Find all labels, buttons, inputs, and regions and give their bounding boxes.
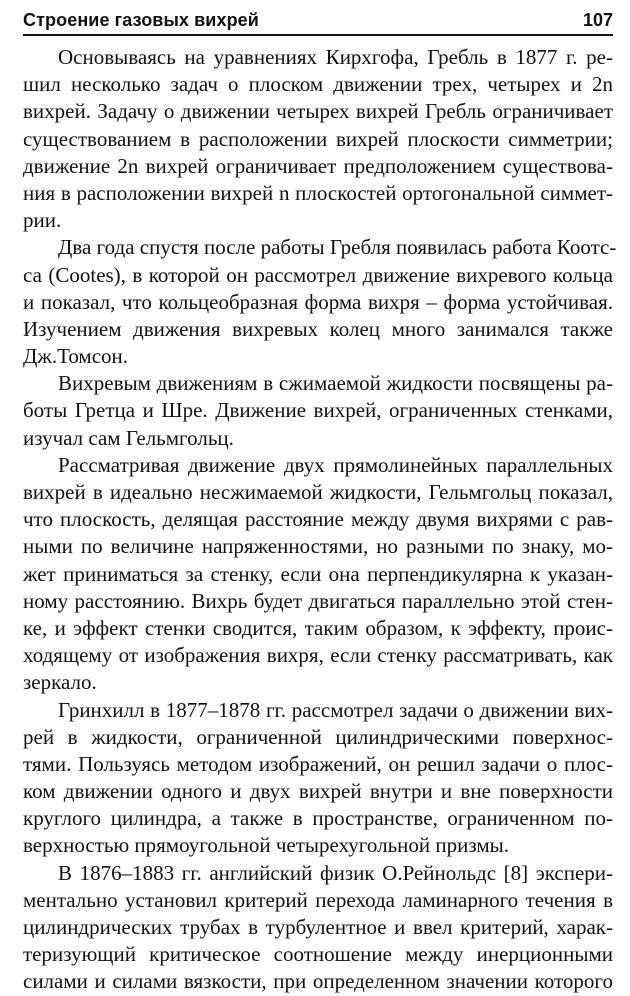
text-line: боты Гретца и Шре. Движение вихрей, ограниченных стенками, [23,398,613,423]
text-line: са (Cootes), в которой он рассмотрел движение вихревого кольца [23,262,613,287]
text-line: ходящему от изображения вихря, если стенку рассматривать, как [23,643,613,668]
text-line: Рассматривая движение двух прямолинейных параллельных [58,452,613,477]
text-line: рей в жидкости, ограниченной цилиндрическими поверхнос- [23,724,613,749]
text-line: силами и силами вязкости, при определенном значении которого [23,969,613,994]
text-line: ными по величине напряженностями, но разными по знаку, мо- [23,534,613,559]
text-line: ке, и эффект стенки сводится, таким образом, к эффекту, проис- [23,615,613,640]
body-text [23,44,617,994]
text-line: и показал, что кольцеобразная форма вихря – форма устойчивая. [23,289,613,314]
text-line: Основываясь на уравнениях Кирхгофа, Гребль в 1877 г. ре- [58,45,613,69]
text-line: Изучением движения вихревых колец много занимался также [23,316,613,341]
text-line: В 1876–1883 гг. английский физик О.Рейнольдс [8] экспери- [58,860,613,885]
text-line: Два года спустя после работы Гребля появилась работа Коотс- [58,235,617,260]
text-line: существованием в расположении вихрей плоскости симметрии; [23,126,613,151]
text-line: жет приниматься за стенку, если она перпендикулярна к указан- [23,561,613,586]
text-line: ния в расположении вихрей n плоскостей ортогональной симмет- [23,180,613,205]
text-line: рии. [23,208,62,233]
text-line: Вихревым движениям в сжимаемой жидкости посвящены ра- [58,371,613,396]
text-line: ментально установил критерий перехода ламинарного течения в [23,887,613,912]
text-line: движение 2n вихрей ограничивает предположением существова- [23,153,613,178]
text-line: ному расстоянию. Вихрь будет двигаться параллельно этой стен- [23,588,613,613]
text-line: шил несколько задач о плоском движении трех, четырех и 2n [23,72,613,97]
text-line: что плоскость, делящая расстояние между двумя вихрями с рав- [23,507,613,532]
chapter-title: Строение газовых вихрей [23,10,259,30]
document-page [23,0,617,994]
text-line: изучал сам Гельмгольц. [23,425,234,450]
text-line: верхностью прямоугольной четырехугольной призмы. [23,833,510,858]
page-number: 107 [582,10,613,30]
text-line: Гринхилл в 1877–1878 гг. рассмотрел задачи о движении вих- [58,697,613,722]
text-line: тями. Пользуясь методом изображений, он решил задачи о плос- [23,751,613,776]
text-line: ком движении одного и двух вихрей внутри и вне поверхности [23,779,613,804]
text-line: теризующий критическое соотношение между инерционными [23,942,613,967]
text-line: зеркало. [23,670,97,695]
text-line: Дж.Томсон. [23,344,129,369]
running-header [23,8,613,36]
text-line: круглого цилиндра, а также в пространстве, ограниченном по- [23,806,613,831]
text-line: вихрей. Задачу о движении четырех вихрей Гребль ограничивает [23,99,613,124]
text-line: цилиндрических трубах в турбулентное и ввел критерий, харак- [23,915,613,939]
text-line: вихрей в идеально несжимаемой жидкости, Гельмгольц показал, [23,480,613,504]
